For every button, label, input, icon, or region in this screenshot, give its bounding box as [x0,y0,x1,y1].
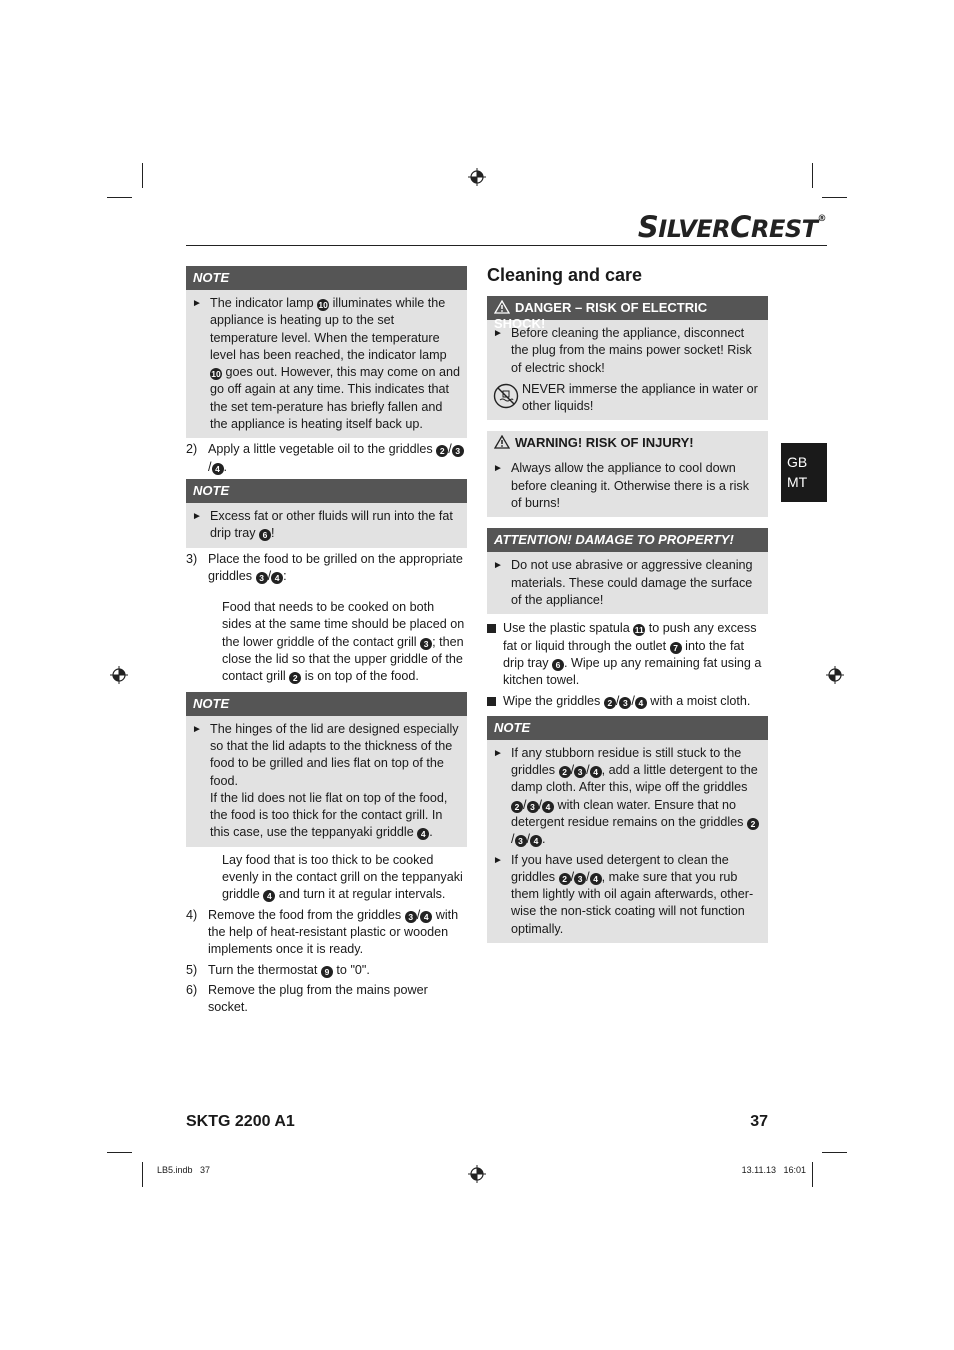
registration-mark-icon [468,168,486,186]
right-column [487,262,768,943]
step-6: 6) Remove the plug from the mains power socket. [186,982,428,1015]
note-box [487,716,768,943]
ref-number: 9 [321,966,333,978]
ref-number: 3 [574,766,586,778]
bullet-item: Wipe the griddles 2 / 3 / 4 with a moist cloth. [487,693,768,711]
crop-mark [107,197,132,198]
crop-mark [107,1152,132,1153]
ref-number: 3 [619,697,631,709]
no-immerse-icon [493,383,519,409]
ref-number: 10 [318,300,328,310]
print-slug-file: LB5.indb 37 [157,1165,211,1175]
step-5: 5) Turn the thermostat 9 to "0". [186,962,370,977]
ref-number: 4 [635,697,647,709]
note-item: ► If any stubborn residue is still stuck to the griddles 2 / 3 / 4 , add a little detergent to the damp cloth. After this, wipe off the griddles 2 / 3 / 4 with clean water. Ensure that no detergent residue remains on the griddles 2/ 3 / 4 . [493,745,762,849]
crop-mark [822,1152,847,1153]
crop-mark [142,163,143,188]
ref-number: 6 [552,659,564,671]
ref-number: 2 [747,818,759,830]
paragraph: Lay food that is too thick to be cooked evenly in the contact grill on the teppanyaki griddle 4 and turn it at regular intervals. [222,852,463,902]
ref-number: 4 [263,890,275,902]
ref-number: 4 [271,572,283,584]
language-tab-mt: MT [787,474,808,490]
ref-number: 4 [590,873,602,885]
note-title: NOTE [186,692,467,716]
ref-number: 2 [604,697,616,709]
step-2: 2) Apply a little vegetable oil to the griddles 2 / 3/ 4 . [186,441,467,476]
ref-number: 3 [420,638,432,650]
arrow-icon: ► [192,298,202,309]
note-box [186,266,467,438]
language-tab [781,443,827,502]
arrow-icon: ► [192,510,202,522]
header-rule [186,245,827,246]
ref-number: 7 [670,642,682,654]
warning-box [487,431,768,517]
warning-triangle-icon [494,300,510,314]
note-title: NOTE [186,266,467,290]
ref-number: 2 [559,766,571,778]
ref-number: 3 [515,835,527,847]
square-bullet-icon [487,620,503,689]
ref-number: 2 [436,445,448,457]
never-immerse-item: NEVER immerse the appliance in water or other liquids! [493,381,762,416]
arrow-icon: ► [493,328,503,339]
warning-title: WARNING! RISK OF INJURY! [487,431,768,455]
ref-number: 4 [542,801,554,813]
crop-mark [812,163,813,188]
arrow-icon: ► [493,854,503,866]
ref-number: 3 [574,873,586,885]
ref-number: 2 [511,801,523,813]
ref-number: 4 [420,911,432,923]
note-item: ► Excess fat or other fluids will run into the fat drip tray 6 ! [192,508,461,543]
ref-number: 2 [289,672,301,684]
page-number: 37 [750,1113,768,1130]
print-slug-date: 13.11.13 16:01 [741,1165,806,1175]
ref-number: 4 [212,463,224,475]
paragraph: Food that needs to be cooked on both sides at the same time should be placed on the lower griddle of the contact grill 3 ; then close the lid so that the upper griddle of the contact grill 2 is on top of the food. [222,600,465,684]
ref-number: 10 [211,369,221,380]
danger-title: DANGER – RISK OF ELECTRIC SHOCK! [487,296,768,320]
section-title: Cleaning and care [487,265,643,285]
registration-mark-icon [468,1165,486,1183]
bullet-item: Use the plastic spatula 11 to push any excess fat or liquid through the outlet 7 into the fat drip tray 6 . Wipe up any remaining fat using a kitchen towel. [487,620,768,689]
language-tab-gb: GB [787,454,808,470]
brand-logo: SILVERCREST® [637,210,826,244]
note-item: ► The indicator lamp 10 illuminates while the appliance is heating up to the set temperature level. When the temperature level has been reached, the indicator lamp 10 goes out. However, this may come on and go off again at any time. This indicates that the set tem-perature has briefly fallen and the appliance is heating itself back up. [192,295,461,433]
ref-number: 3 [405,911,417,923]
arrow-icon: ► [493,463,503,475]
note-item: ► If you have used detergent to clean the griddles 2 / 3 / 4 , make sure that you rub them lightly with oil again afterwards, other-wise the non-stick coating will not function optimally. [493,852,762,938]
model-number: SKTG 2200 A1 [186,1113,295,1130]
registration-mark-icon [110,666,128,684]
ref-number: 4 [530,835,542,847]
arrow-icon: ► [192,723,202,735]
crop-mark [822,197,847,198]
crop-mark [142,1162,143,1187]
danger-box [487,296,768,420]
arrow-icon: ► [493,560,503,572]
ref-number: 3 [527,801,539,813]
step-4: 4) Remove the food from the griddles 3 / 4 with the help of heat-resistant plastic or wooden implements once it is ready. [186,907,459,957]
ref-number: 4 [417,828,429,840]
ref-number: 11 [634,625,644,636]
ref-number: 6 [259,529,271,541]
note-box [186,479,467,548]
attention-item: ► Do not use abrasive or aggressive cleaning materials. These could damage the surface of the appliance! [493,557,762,609]
danger-item: ► Before cleaning the appliance, disconnect the plug from the mains power socket! Risk of electric shock! [493,325,762,377]
note-box [186,692,467,847]
note-title: NOTE [186,479,467,503]
crop-mark [812,1162,813,1187]
ref-number: 4 [590,766,602,778]
ref-number: 3 [256,572,268,584]
note-title: NOTE [487,716,768,740]
step-3: 3) Place the food to be grilled on the appropriate griddles 3 / 4 : [186,551,463,583]
attention-box [487,528,768,614]
arrow-icon: ► [493,747,503,759]
ref-number: 2 [559,873,571,885]
note-item: ► The hinges of the lid are designed especially so that the lid adapts to the thickness of the food to be grilled and lies flat on top of the food. If the lid does not lie flat on top of the food, the food is too thick for the contact grill. In this case, use the teppanyaki griddle 4 . [192,721,461,842]
warning-item: ► Always allow the appliance to cool down before cleaning it. Otherwise there is a risk of burns! [493,460,762,512]
registration-mark-icon [826,666,844,684]
left-column [186,266,467,1019]
square-bullet-icon [487,693,503,711]
ref-number: 3 [452,445,464,457]
warning-triangle-icon [494,435,510,449]
attention-title: ATTENTION! DAMAGE TO PROPERTY! [487,528,768,552]
